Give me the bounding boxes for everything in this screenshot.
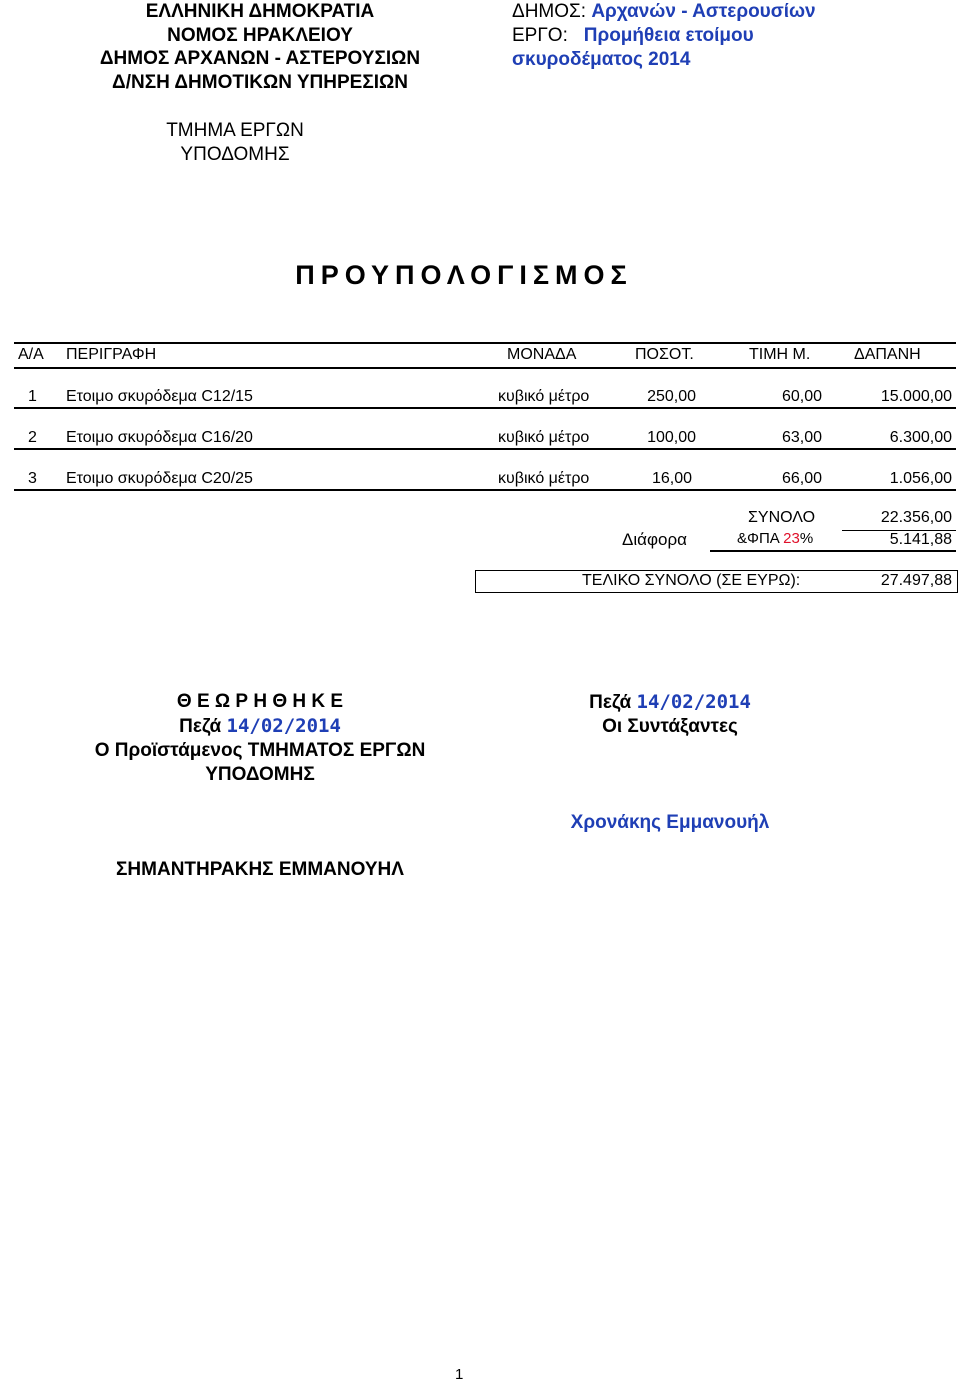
compile-date: 14/02/2014 [636,691,751,713]
row-cost: 1.056,00 [889,470,952,487]
approval-date-line [0,714,520,739]
compilers-role: Οι Συντάξαντες [602,716,738,737]
ergo-value-line1: Προμήθεια ετοίμου [583,25,754,46]
compile-place: Πεζά [589,692,632,713]
header-quantity: ΠΟΣΟΤ. [635,346,694,363]
header-unit: ΜΟΝΑΔΑ [507,346,577,363]
row-unit: κυβικό μέτρο [498,429,590,446]
head-role-line2: ΥΠΟΔΟΜΗΣ [205,764,315,785]
head-role-line1: Ο Προϊστάμενος ΤΜΗΜΑΤΟΣ ΕΡΓΩΝ [94,740,426,761]
department-line2: ΥΠΟΔΟΜΗΣ [180,144,290,165]
approval-date: 14/02/2014 [226,715,341,737]
department [0,119,470,167]
row-unit: κυβικό μέτρο [498,470,590,487]
final-label: ΤΕΛΙΚΟ ΣΥΝΟΛΟ (ΣΕ ΕΥΡΩ): [582,572,801,589]
header-left-line1: ΕΛΛΗΝΙΚΗ ΔΗΜΟΚΡΑΤΙΑ [145,1,375,22]
vat-rate: 23 [783,530,800,547]
ergo-value-line2: σκυροδέματος 2014 [512,49,691,70]
row-description: Ετοιμο σκυρόδεμα C16/20 [66,429,253,446]
row-description: Ετοιμο σκυρόδεμα C20/25 [66,470,253,487]
row-cost: 6.300,00 [889,429,952,446]
approval-place: Πεζά [179,716,222,737]
row-aa: 2 [28,429,37,446]
row-price: 66,00 [781,470,822,487]
table-row [14,427,956,449]
vat-percent: % [799,530,814,547]
sum-label: ΣΥΝΟΛΟ [748,509,816,526]
row-unit: κυβικό μέτρο [498,388,590,405]
table-row [14,386,956,408]
table-row [14,468,956,490]
row-cost: 15.000,00 [880,388,952,405]
header-right [512,0,816,72]
head-name: ΣΗΜΑΝΤΗΡΑΚΗΣ ΕΜΜΑΝΟΥΗΛ [116,859,404,880]
compile-date-line [560,690,780,715]
final-value: 27.497,88 [880,572,952,589]
header-left-line2: ΝΟΜΟΣ ΗΡΑΚΛΕΙΟΥ [167,24,353,46]
table-header-row [14,344,956,366]
vat-value: 5.141,88 [889,531,952,548]
page-number: 1 [455,1366,464,1383]
header-cost: ΔΑΠΑΝΗ [854,346,921,363]
row-rule [14,448,956,450]
header-left-line4: Δ/ΝΣΗ ΔΗΜΟΤΙΚΩΝ ΥΠΗΡΕΣΙΩΝ [112,71,408,93]
ergo-label: ΕΡΓΟ: [512,25,568,46]
table-header-rule [14,367,956,369]
row-quantity: 16,00 [651,470,692,487]
row-rule [14,489,956,491]
row-description: Ετοιμο σκυρόδεμα C12/15 [66,388,253,405]
signature-left [0,690,520,787]
row-aa: 1 [28,388,37,405]
approved-heading: Θ Ε Ω Ρ Η Θ Η Κ Ε [176,691,344,712]
header-aa: Α/Α [18,346,44,363]
header-left-line3: ΔΗΜΟΣ ΑΡΧΑΝΩΝ - ΑΣΤΕΡΟΥΣΙΩΝ [99,48,421,69]
dimos-value: Αρχανών - Αστερουσίων [591,1,816,22]
row-price: 60,00 [781,388,822,405]
vat-label-group [737,530,813,547]
dimos-label: ΔΗΜΟΣ: [512,1,587,22]
sum-value: 22.356,00 [880,509,952,526]
vat-label: &ΦΠΑ [737,530,779,547]
compiler-name: Χρονάκης Εμμανουήλ [570,812,770,833]
department-line1: ΤΜΗΜΑ ΕΡΓΩΝ [166,120,304,141]
signature-right [560,690,780,739]
header-left [0,0,520,94]
row-quantity: 100,00 [647,429,696,446]
vat-rule [710,550,956,552]
row-quantity: 250,00 [647,388,696,405]
header-price: ΤΙΜΗ Μ. [749,346,811,363]
diff-label: Διάφορα [622,530,687,549]
row-price: 63,00 [781,429,822,446]
page-title: ΠΡΟΥΠΟΛΟΓΙΣΜΟΣ [295,260,633,290]
header-description: ΠΕΡΙΓΡΑΦΗ [66,346,157,363]
row-rule [14,407,956,409]
row-aa: 3 [28,470,37,487]
